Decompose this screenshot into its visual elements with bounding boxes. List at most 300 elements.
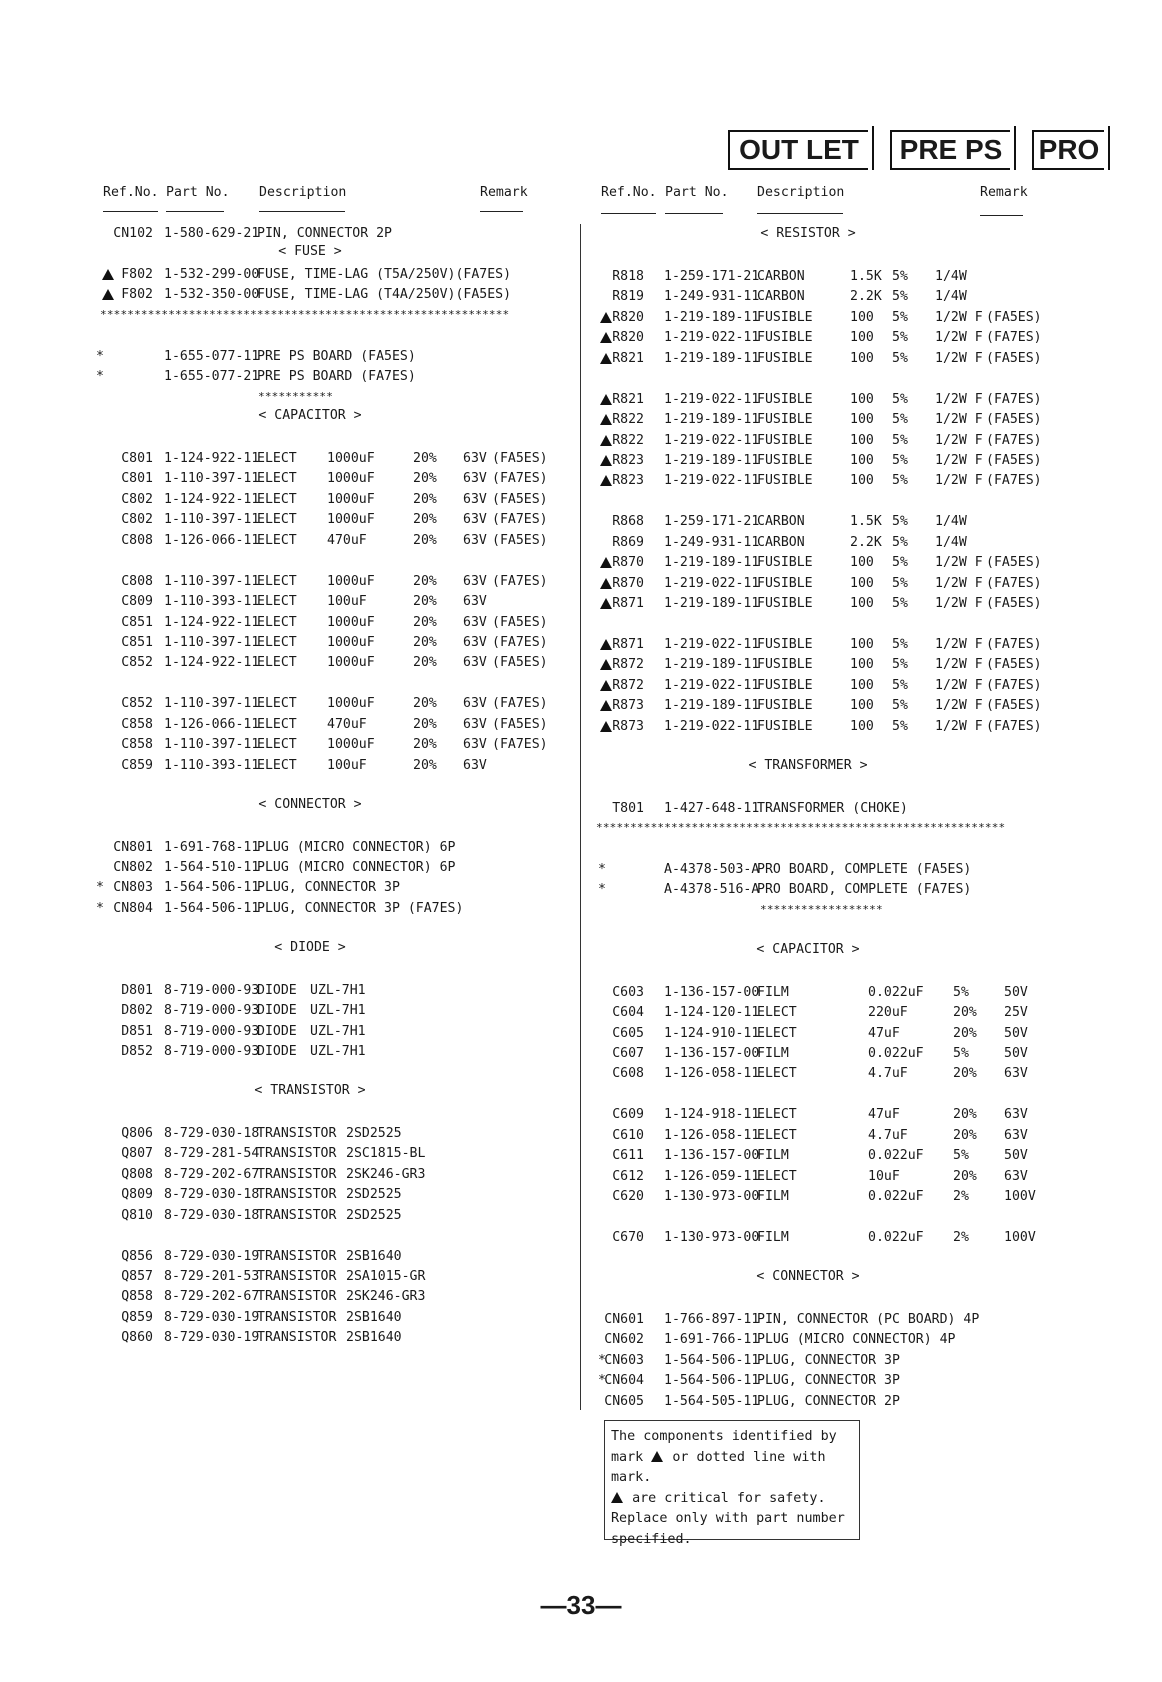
ref-no: C809 xyxy=(121,594,153,610)
part-no: 1-219-022-11 xyxy=(664,391,760,407)
part-no: 1-219-022-11 xyxy=(664,637,760,652)
part-no: 1-532-299-00 xyxy=(164,266,260,282)
ref-no: R820 xyxy=(612,309,644,325)
spec-v4: (FA7ES) xyxy=(986,391,1042,407)
spec-v1: 0.022uF xyxy=(868,1189,924,1205)
ref-no: R873 xyxy=(612,718,644,734)
ref-no: R819 xyxy=(612,289,644,305)
ref-no: R870 xyxy=(612,575,644,591)
part-no: 8-729-202-67 xyxy=(164,1289,260,1305)
description: TRANSISTOR xyxy=(257,1309,337,1325)
part-row xyxy=(0,1003,1162,1023)
ref-no: R821 xyxy=(612,350,644,366)
ref-no: C858 xyxy=(121,716,153,732)
part-no: 1-124-922-11 xyxy=(164,655,260,671)
header-part: Part No. xyxy=(665,185,729,200)
part-row xyxy=(0,796,1162,819)
section-tab-pro: PRO xyxy=(1032,130,1104,170)
safety-triangle-icon xyxy=(600,332,612,343)
spec-v4: (FA7ES) xyxy=(986,718,1042,734)
description: TRANSISTOR xyxy=(257,1330,337,1346)
spec-v1: UZL-7H1 xyxy=(310,1023,366,1039)
spec-v1: 1.5K xyxy=(850,268,882,284)
spec-v3: 100V xyxy=(1004,1230,1036,1246)
part-no: 1-110-397-11 xyxy=(164,737,260,753)
new-part-mark: * xyxy=(598,1373,606,1389)
spec-v4: (FA5ES) xyxy=(492,532,548,548)
spec-v3: 1/2W F xyxy=(935,596,983,612)
part-no: 1-126-058-11 xyxy=(664,1066,760,1082)
ref-no: C605 xyxy=(612,1025,644,1041)
description: ELECT xyxy=(257,450,297,466)
spec-v4: (FA5ES) xyxy=(986,555,1042,571)
spec-v3: 1/2W F xyxy=(935,391,983,407)
part-row xyxy=(0,838,1162,858)
part-no: 8-729-201-53 xyxy=(164,1268,260,1284)
ref-no: C607 xyxy=(612,1046,644,1061)
description: TRANSFORMER (CHOKE) xyxy=(757,800,908,816)
spec-v4: (FA7ES) xyxy=(492,737,548,753)
section-heading: < CAPACITOR > xyxy=(756,941,860,957)
spec-v2: 20% xyxy=(413,737,437,753)
part-row xyxy=(0,1044,1162,1064)
part-no: 1-110-397-11 xyxy=(164,696,260,712)
ref-no: R871 xyxy=(612,596,644,612)
safety-triangle-icon xyxy=(600,659,612,670)
spec-v2: 20% xyxy=(413,594,437,610)
part-no: 1-691-766-11 xyxy=(664,1332,760,1348)
spec-v2: 5% xyxy=(892,350,908,366)
spec-v1: 100 xyxy=(850,657,874,673)
header-ref: Ref.No. xyxy=(601,185,657,200)
spec-v1: 1000uF xyxy=(327,737,375,753)
part-row xyxy=(0,410,1162,430)
note-line: mark or dotted line with mark. xyxy=(611,1449,826,1485)
spec-v1: 2SD2525 xyxy=(346,1125,402,1141)
part-no: 8-729-030-18 xyxy=(164,1125,260,1141)
ref-no: F802 xyxy=(121,266,153,282)
ref-no: R822 xyxy=(612,432,644,448)
section-heading: < CAPACITOR > xyxy=(258,408,362,424)
description: FILM xyxy=(757,1046,789,1061)
description: ELECT xyxy=(257,614,297,630)
description: ELECT xyxy=(257,737,297,753)
spec-v3: 63V xyxy=(1004,1107,1028,1123)
spec-v3: 1/2W F xyxy=(935,412,983,428)
separator-stars: *********** xyxy=(258,389,334,403)
part-no: 1-124-120-11 xyxy=(664,1005,760,1021)
description: ELECT xyxy=(257,635,297,650)
part-row xyxy=(0,655,1162,675)
part-no: 1-130-973-00 xyxy=(664,1230,760,1246)
description: FUSIBLE xyxy=(757,350,813,366)
part-row xyxy=(0,308,1162,328)
spec-v3: 63V xyxy=(1004,1127,1028,1143)
spec-v1: 470uF xyxy=(327,532,367,548)
part-row xyxy=(0,328,1162,348)
description: TRANSISTOR xyxy=(257,1248,337,1264)
description: PRE PS BOARD (FA5ES) xyxy=(257,348,416,364)
part-no: 1-564-506-11 xyxy=(664,1373,760,1389)
spec-v2: 20% xyxy=(413,614,437,630)
spec-v1: 47uF xyxy=(868,1107,900,1123)
part-row xyxy=(0,471,1162,491)
page-number: —33— xyxy=(540,1590,622,1620)
spec-v1: 0.022uF xyxy=(868,1046,924,1061)
safety-triangle-icon xyxy=(600,312,612,323)
description: ELECT xyxy=(757,1066,797,1082)
part-no: 1-110-397-11 xyxy=(164,471,260,487)
spec-v2: 5% xyxy=(892,412,908,428)
part-no: 8-719-000-93 xyxy=(164,1023,260,1039)
description: ELECT xyxy=(257,655,297,671)
description: FUSIBLE xyxy=(757,330,813,346)
header-underline xyxy=(103,211,158,212)
part-row xyxy=(0,1247,1162,1267)
part-row xyxy=(0,1287,1162,1307)
spec-v4: (FA5ES) xyxy=(986,412,1042,428)
part-row xyxy=(0,390,1162,410)
spec-v3: 1/2W F xyxy=(935,575,983,591)
spec-v1: 2SB1640 xyxy=(346,1330,402,1346)
description: TRANSISTOR xyxy=(257,1125,337,1141)
ref-no: Q860 xyxy=(121,1330,153,1346)
ref-no: R823 xyxy=(612,473,644,489)
ref-no: Q810 xyxy=(121,1207,153,1223)
part-row xyxy=(0,1392,1162,1412)
spec-v3: 1/4W xyxy=(935,514,967,530)
part-row xyxy=(0,349,1162,369)
spec-v1: 100 xyxy=(850,391,874,407)
note-line: The components identified by xyxy=(611,1429,837,1444)
spec-v2: 5% xyxy=(892,391,908,407)
part-no: 1-124-922-11 xyxy=(164,614,260,630)
section-heading: < CONNECTOR > xyxy=(756,1268,860,1284)
spec-v4: (FA5ES) xyxy=(986,596,1042,612)
part-no: 1-219-189-11 xyxy=(664,309,760,325)
description: ELECT xyxy=(257,532,297,548)
spec-v1: 2SC1815-BL xyxy=(346,1146,426,1162)
description: FUSE, TIME-LAG (T5A/250V)(FA7ES) xyxy=(257,266,512,282)
part-no: 1-219-022-11 xyxy=(664,432,760,448)
ref-no: C604 xyxy=(612,1005,644,1021)
description: TRANSISTOR xyxy=(257,1207,337,1223)
spec-v2: 20% xyxy=(953,1025,977,1041)
ref-no: R871 xyxy=(612,637,644,652)
part-no: 1-219-189-11 xyxy=(664,350,760,366)
spec-v1: 2.2K xyxy=(850,534,882,550)
spec-v2: 5% xyxy=(953,1046,969,1061)
safety-triangle-icon xyxy=(600,557,612,568)
spec-v3: 1/4W xyxy=(935,534,967,550)
ref-no: R822 xyxy=(612,412,644,428)
spec-v2: 20% xyxy=(413,491,437,507)
part-no: 8-729-030-19 xyxy=(164,1248,260,1264)
safety-triangle-icon xyxy=(600,435,612,446)
part-row xyxy=(0,1330,1162,1350)
spec-v2: 5% xyxy=(953,1148,969,1164)
spec-v2: 5% xyxy=(892,555,908,571)
spec-v3: 1/2W F xyxy=(935,718,983,734)
description: PRE PS BOARD (FA7ES) xyxy=(257,369,416,385)
spec-v1: 2SK246-GR3 xyxy=(346,1289,426,1305)
spec-v3: 63V xyxy=(463,573,487,589)
ref-no: C620 xyxy=(612,1189,644,1205)
part-no: 1-130-973-00 xyxy=(664,1189,760,1205)
header-underline xyxy=(665,213,723,214)
spec-v3: 63V xyxy=(463,532,487,548)
part-no: 1-219-022-11 xyxy=(664,330,760,346)
spec-v2: 20% xyxy=(413,532,437,548)
part-row xyxy=(0,1206,1162,1226)
description: CARBON xyxy=(757,514,805,530)
ref-no: Q856 xyxy=(121,1248,153,1264)
part-no: 1-219-022-11 xyxy=(664,473,760,489)
spec-v1: UZL-7H1 xyxy=(310,1003,366,1019)
description: FUSIBLE xyxy=(757,412,813,428)
part-no: 1-580-629-21 xyxy=(164,226,260,241)
part-no: 1-564-506-11 xyxy=(164,880,260,896)
separator-stars: ************************************************************ xyxy=(100,307,510,321)
ref-no: C802 xyxy=(121,512,153,528)
part-no: 8-729-030-18 xyxy=(164,1207,260,1223)
ref-no: CN802 xyxy=(113,859,153,875)
description: FUSIBLE xyxy=(757,391,813,407)
part-no: 1-136-157-00 xyxy=(664,1046,760,1061)
part-row xyxy=(0,431,1162,451)
ref-no: D852 xyxy=(121,1044,153,1059)
spec-v2: 20% xyxy=(953,1005,977,1021)
part-no: 1-126-066-11 xyxy=(164,716,260,732)
part-row xyxy=(0,1167,1162,1187)
spec-v3: 50V xyxy=(1004,984,1028,1000)
spec-v3: 100V xyxy=(1004,1189,1036,1205)
ref-no: CN804 xyxy=(113,900,153,916)
ref-no: R821 xyxy=(612,391,644,407)
part-row xyxy=(0,735,1162,755)
spec-v2: 5% xyxy=(892,309,908,325)
spec-v1: 470uF xyxy=(327,716,367,732)
spec-v4: (FA5ES) xyxy=(492,450,548,466)
spec-v1: 100 xyxy=(850,309,874,325)
spec-v1: 100 xyxy=(850,412,874,428)
separator-stars: ****************** xyxy=(760,902,883,916)
part-no: 8-729-030-18 xyxy=(164,1187,260,1203)
spec-v3: 63V xyxy=(463,635,487,650)
section-heading: < CONNECTOR > xyxy=(258,796,362,812)
description: ELECT xyxy=(757,1168,797,1184)
description: DIODE xyxy=(257,1044,297,1059)
spec-v4: (FA7ES) xyxy=(492,512,548,528)
part-no: 1-124-918-11 xyxy=(664,1107,760,1123)
part-no: 8-729-281-54 xyxy=(164,1146,260,1162)
spec-v1: UZL-7H1 xyxy=(310,982,366,998)
spec-v2: 5% xyxy=(892,657,908,673)
spec-v3: 63V xyxy=(463,614,487,630)
part-row xyxy=(0,717,1162,737)
description: PRO BOARD, COMPLETE (FA5ES) xyxy=(757,861,972,877)
description: DIODE xyxy=(257,982,297,998)
part-no: 1-126-058-11 xyxy=(664,1127,760,1143)
spec-v2: 20% xyxy=(953,1107,977,1123)
spec-v3: 1/2W F xyxy=(935,473,983,489)
spec-v3: 1/4W xyxy=(935,289,967,305)
spec-v2: 5% xyxy=(953,984,969,1000)
new-part-mark: * xyxy=(598,882,606,898)
spec-v3: 63V xyxy=(463,471,487,487)
part-no: 1-532-350-00 xyxy=(164,287,260,303)
description: ELECT xyxy=(257,512,297,528)
spec-v2: 5% xyxy=(892,637,908,652)
spec-v1: 100 xyxy=(850,350,874,366)
header-underline xyxy=(757,213,843,214)
description: FUSIBLE xyxy=(757,309,813,325)
ref-no: C852 xyxy=(121,655,153,671)
part-no: 8-729-202-67 xyxy=(164,1166,260,1182)
ref-no: C801 xyxy=(121,471,153,487)
ref-no: C609 xyxy=(612,1107,644,1123)
spec-v4: (FA7ES) xyxy=(492,635,548,650)
spec-v4: (FA5ES) xyxy=(492,491,548,507)
spec-v1: 2SD2525 xyxy=(346,1187,402,1203)
safety-triangle-icon xyxy=(600,414,612,425)
description: TRANSISTOR xyxy=(257,1289,337,1305)
spec-v1: 100 xyxy=(850,575,874,591)
part-row xyxy=(0,880,1162,900)
part-no: 1-124-922-11 xyxy=(164,450,260,466)
description: PIN, CONNECTOR 2P xyxy=(257,226,392,241)
new-part-mark: * xyxy=(598,1352,606,1368)
ref-no: R868 xyxy=(612,514,644,530)
description: PLUG, CONNECTOR 3P xyxy=(257,880,400,896)
ref-no: C610 xyxy=(612,1127,644,1143)
spec-v1: 2SB1640 xyxy=(346,1248,402,1264)
spec-v3: 63V xyxy=(463,450,487,466)
spec-v3: 63V xyxy=(463,512,487,528)
part-no: 1-219-189-11 xyxy=(664,555,760,571)
spec-v1: 47uF xyxy=(868,1025,900,1041)
part-no: 1-219-189-11 xyxy=(664,596,760,612)
part-no: 1-691-768-11 xyxy=(164,839,260,855)
spec-v3: 1/2W F xyxy=(935,698,983,714)
description: ELECT xyxy=(757,1005,797,1021)
spec-v2: 5% xyxy=(892,698,908,714)
spec-v1: 100uF xyxy=(327,757,367,773)
part-row xyxy=(0,1187,1162,1207)
spec-v3: 63V xyxy=(1004,1066,1028,1082)
part-row xyxy=(0,1105,1162,1125)
description: TRANSISTOR xyxy=(257,1146,337,1162)
spec-v1: 100 xyxy=(850,473,874,489)
part-row xyxy=(0,451,1162,471)
description: ELECT xyxy=(757,1025,797,1041)
part-no: 1-219-189-11 xyxy=(664,698,760,714)
part-row xyxy=(0,983,1162,1003)
spec-v1: 1000uF xyxy=(327,655,375,671)
description: DIODE xyxy=(257,1023,297,1039)
part-no: 1-110-393-11 xyxy=(164,594,260,610)
description: FUSIBLE xyxy=(757,432,813,448)
part-no: A-4378-516-A xyxy=(664,882,760,898)
description: DIODE xyxy=(257,1003,297,1019)
description: FILM xyxy=(757,1230,789,1246)
ref-no: C808 xyxy=(121,532,153,548)
spec-v3: 1/4W xyxy=(935,268,967,284)
spec-v1: 4.7uF xyxy=(868,1066,908,1082)
spec-v2: 5% xyxy=(892,575,908,591)
part-no: A-4378-503-A xyxy=(664,861,760,877)
spec-v1: 100 xyxy=(850,677,874,693)
ref-no: C603 xyxy=(612,984,644,1000)
safety-triangle-icon xyxy=(600,700,612,711)
safety-triangle-icon xyxy=(651,1451,663,1462)
spec-v1: 220uF xyxy=(868,1005,908,1021)
ref-no: R823 xyxy=(612,452,644,468)
spec-v4: (FA7ES) xyxy=(492,696,548,712)
spec-v1: 2.2K xyxy=(850,289,882,305)
description: ELECT xyxy=(257,716,297,732)
spec-v3: 63V xyxy=(463,491,487,507)
part-row xyxy=(0,367,1162,387)
section-tab-outlet: OUT LET xyxy=(728,130,868,170)
spec-v4: (FA7ES) xyxy=(986,432,1042,448)
header-ref: Ref.No. xyxy=(103,185,159,200)
header-underline xyxy=(980,215,1023,216)
spec-v3: 1/2W F xyxy=(935,432,983,448)
spec-v3: 50V xyxy=(1004,1046,1028,1061)
part-no: 1-655-077-11 xyxy=(164,348,260,364)
safety-triangle-icon xyxy=(600,394,612,405)
part-no: 8-719-000-93 xyxy=(164,982,260,998)
description: FUSIBLE xyxy=(757,698,813,714)
spec-v1: 1000uF xyxy=(327,512,375,528)
spec-v1: 1000uF xyxy=(327,635,375,650)
spec-v1: UZL-7H1 xyxy=(310,1044,366,1059)
ref-no: C808 xyxy=(121,573,153,589)
spec-v4: (FA5ES) xyxy=(986,350,1042,366)
section-heading: < RESISTOR > xyxy=(760,226,856,241)
spec-v1: 2SA1015-GR xyxy=(346,1268,426,1284)
ref-no: R873 xyxy=(612,698,644,714)
part-no: 8-719-000-93 xyxy=(164,1003,260,1019)
spec-v1: 100uF xyxy=(327,594,367,610)
part-no: 1-110-397-11 xyxy=(164,635,260,650)
ref-no: Q857 xyxy=(121,1268,153,1284)
part-no: 1-427-648-11 xyxy=(664,800,760,816)
ref-no: D802 xyxy=(121,1003,153,1019)
spec-v3: 1/2W F xyxy=(935,330,983,346)
part-row xyxy=(0,1310,1162,1330)
safety-triangle-icon xyxy=(600,598,612,609)
spec-v3: 1/2W F xyxy=(935,555,983,571)
ref-no: Q859 xyxy=(121,1309,153,1325)
spec-v2: 5% xyxy=(892,289,908,305)
ref-no: CN605 xyxy=(604,1393,644,1409)
ref-no: C611 xyxy=(612,1148,644,1164)
description: PIN, CONNECTOR (PC BOARD) 4P xyxy=(757,1311,980,1327)
new-part-mark: * xyxy=(96,369,104,385)
description: PLUG, CONNECTOR 2P xyxy=(757,1393,900,1409)
ref-no: CN801 xyxy=(113,839,153,855)
part-no: 1-219-022-11 xyxy=(664,677,760,693)
part-no: 8-729-030-19 xyxy=(164,1309,260,1325)
part-row xyxy=(0,594,1162,614)
description: PLUG (MICRO CONNECTOR) 4P xyxy=(757,1332,956,1348)
safety-triangle-icon xyxy=(611,1492,623,1503)
part-row xyxy=(0,1146,1162,1166)
part-no: 1-564-506-11 xyxy=(664,1352,760,1368)
spec-v2: 20% xyxy=(953,1127,977,1143)
